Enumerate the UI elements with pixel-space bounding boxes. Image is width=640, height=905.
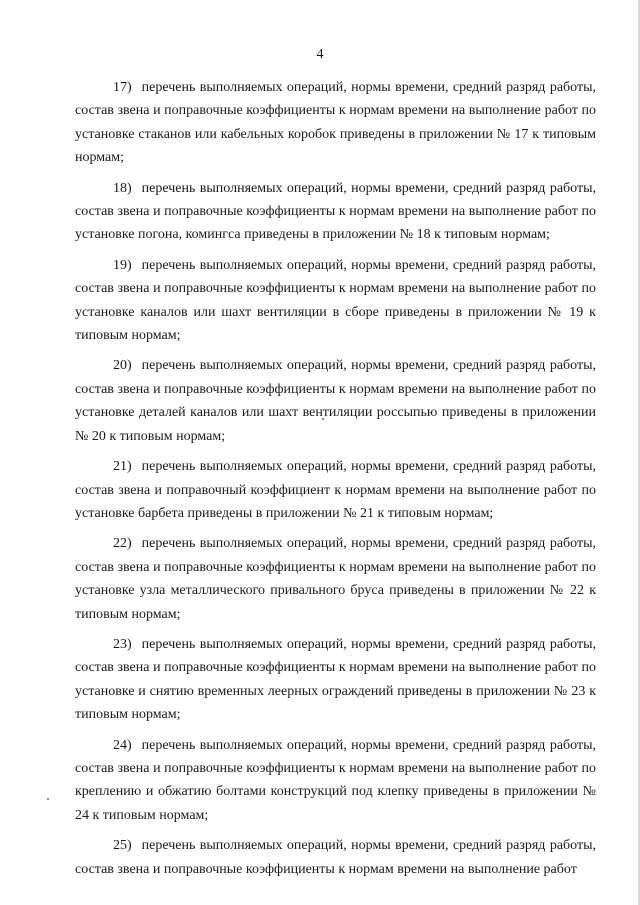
- item-text: перечень выполняемых операций, нормы времени, средний разряд работы, состав звена и поправочные коэффициенты к нормам времени на выполнение работ по установке деталей каналов или шахт вентиляции россыпью приведены в приложении № 20 к типовым нормам;: [75, 358, 596, 444]
- item-number: 17): [113, 80, 132, 95]
- list-item: [75, 834, 596, 881]
- item-number: 22): [113, 536, 132, 552]
- page-number: 4: [316, 47, 324, 62]
- item-number: 25): [113, 838, 132, 854]
- item-number: 18): [113, 180, 132, 196]
- item-text: перечень выполняемых операций, нормы времени, средний разряд работы, состав звена и поправочные коэффициенты к нормам времени на выполнение работ по креплению и обжатию болтами конструкций под клепку приведены в приложении № 24 к типовым нормам;: [75, 737, 596, 823]
- scan-speck: [47, 798, 49, 800]
- item-number: 19): [113, 257, 132, 273]
- item-text: перечень выполняемых операций, нормы времени, средний разряд работы, состав звена и поправочные коэффициенты к нормам времени на выполнение работ по установке и снятию временных леерных ограждений приведены в приложении № 23 к типовым нормам;: [75, 636, 596, 723]
- list-item: [75, 734, 596, 828]
- item-number: 24): [113, 737, 132, 753]
- item-text: перечень выполняемых операций, нормы времени, средний разряд работы, состав звена и поправочные коэффициенты к нормам времени на выполнение работ по установке узла металлического привального бруса приведены в приложении № 22 к типовым нормам;: [75, 536, 596, 622]
- list-item: [75, 254, 596, 348]
- item-number: 20): [113, 358, 132, 374]
- list-item: [75, 633, 596, 727]
- list-item: [75, 455, 596, 525]
- item-text: перечень выполняемых операций, нормы времени, средний разряд работы, состав звена и поправочные коэффициенты к нормам времени на выполнение работ: [75, 838, 596, 877]
- list-item: [75, 177, 596, 247]
- item-number: 23): [113, 636, 132, 652]
- item-text: перечень выполняемых операций, нормы времени, средний разряд работы, состав звена и поправочные коэффициенты к нормам времени на выполнение работ по установке каналов или шахт вентиляции в сборе приведены в приложении № 19 к типовым нормам;: [75, 257, 596, 344]
- document-body: [75, 76, 596, 888]
- list-item: [75, 354, 596, 448]
- item-text: перечень выполняемых операций, нормы времени, средний разряд работы, состав звена и поправочные коэффициенты к нормам времени на выполнение работ по установке погона, комингса приведены в приложении № 18 к типовым нормам;: [75, 180, 596, 243]
- item-text: перечень выполняемых операций, нормы времени, средний разряд работы, состав звена и поправочные коэффициенты к нормам времени на выполнение работ по установке стаканов или кабельных коробок приведены в приложении № 17 к типовым нормам;: [75, 80, 596, 166]
- list-item: [75, 76, 596, 170]
- item-number: 21): [113, 459, 132, 475]
- list-item: [75, 532, 596, 626]
- item-text: перечень выполняемых операций, нормы времени, средний разряд работы, состав звена и поправочный коэффициент к нормам времени на выполнение работ по установке барбета приведены в приложении № 21 к типовым нормам;: [75, 459, 596, 521]
